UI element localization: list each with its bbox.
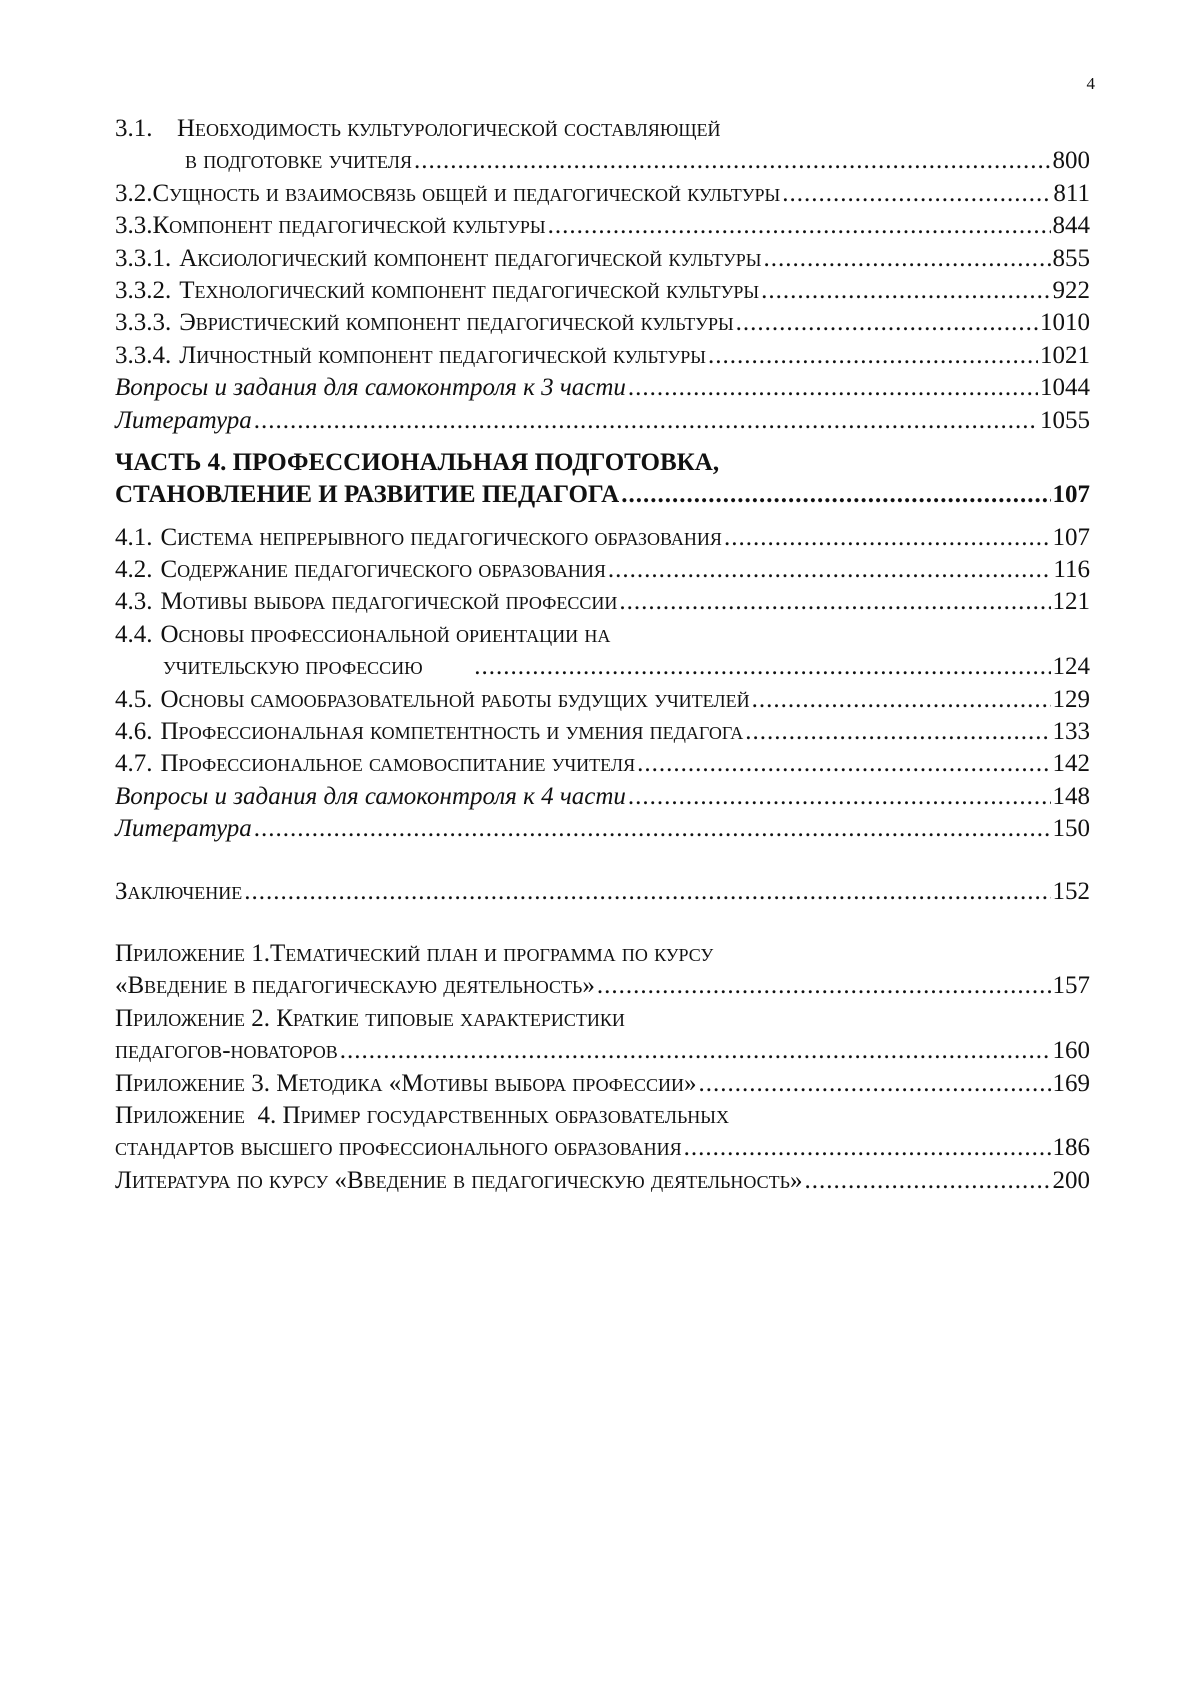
table-of-contents — [115, 113, 1090, 1197]
toc-entry-appendix-4-line1[interactable] — [115, 1100, 1090, 1132]
dot-leader — [745, 716, 1050, 748]
spacer — [115, 512, 1090, 522]
toc-entry-4-4-line1[interactable] — [115, 619, 1090, 651]
toc-entry-title: Мотивы выбора педагогической профессии — [160, 588, 618, 616]
toc-entry-number: 4.2. — [115, 556, 153, 584]
toc-entry-literature-part4[interactable] — [115, 813, 1090, 845]
toc-entry-number: 4.7. — [115, 750, 153, 778]
toc-entry-page: 116 — [1053, 556, 1090, 584]
toc-entry-page: 152 — [1052, 877, 1090, 905]
dot-leader — [414, 145, 1050, 177]
toc-entry-title: Вопросы и задания для самоконтроля к 3 части — [115, 374, 626, 402]
dot-leader — [621, 479, 1050, 511]
toc-entry-4-2[interactable] — [115, 554, 1090, 586]
dot-leader — [637, 748, 1050, 780]
toc-entry-3-3[interactable] — [115, 210, 1090, 242]
toc-entry-title-cont: стандартов высшего профессионального образования — [115, 1134, 682, 1162]
dot-leader — [254, 405, 1038, 437]
toc-entry-title: Основы профессиональной ориентации на — [160, 620, 611, 648]
toc-entry-title: Система непрерывного педагогического образования — [160, 523, 722, 551]
toc-entry-title: Профессиональное самовоспитание учителя — [160, 750, 636, 778]
toc-entry-title: Аксиологический компонент педагогической культуры — [179, 244, 762, 272]
toc-entry-title: Приложение 3. Методика «Мотивы выбора профессии» — [115, 1069, 697, 1097]
dot-leader — [474, 651, 1050, 683]
toc-entry-title: Основы самообразовательной работы будущих учителей — [160, 685, 750, 713]
toc-entry-page: 200 — [1052, 1166, 1090, 1194]
dot-leader — [254, 813, 1051, 845]
toc-entry-title: Сущность и взаимосвязь общей и педагогической культуры — [152, 179, 781, 207]
toc-entry-4-5[interactable] — [115, 684, 1090, 716]
toc-entry-page: 148 — [1052, 782, 1090, 810]
toc-entry-title: Литература — [115, 815, 252, 843]
toc-entry-appendix-1-line1[interactable] — [115, 938, 1090, 970]
toc-entry-number: 3.1. — [115, 115, 153, 142]
toc-entry-title: Литература по курсу «Введение в педагогическую деятельность» — [115, 1166, 803, 1194]
toc-entry-questions-part3[interactable] — [115, 372, 1090, 404]
toc-entry-3-1-line2[interactable] — [115, 145, 1090, 177]
toc-part4-heading-line2[interactable] — [115, 479, 1090, 511]
toc-entry-3-3-4[interactable] — [115, 340, 1090, 372]
toc-entry-number: 3.3.3. — [115, 309, 172, 337]
toc-entry-page: 150 — [1052, 815, 1090, 843]
toc-entry-title: Компонент педагогической культуры — [152, 212, 546, 240]
toc-entry-title: Содержание педагогического образования — [160, 556, 606, 584]
toc-entry-number: 4.4. — [115, 620, 153, 648]
toc-entry-title: Приложение 1.Тематический план и программа по курсу — [115, 939, 714, 967]
toc-entry-number: 4.6. — [115, 718, 153, 746]
dot-leader — [804, 1165, 1050, 1197]
toc-entry-number: 4.5. — [115, 685, 153, 713]
toc-entry-title: Приложение 4. Пример государственных образовательных — [115, 1101, 729, 1129]
toc-entry-page: 1010 — [1040, 309, 1090, 337]
dot-leader — [548, 210, 1051, 242]
toc-entry-4-7[interactable] — [115, 748, 1090, 780]
toc-entry-page: 844 — [1052, 212, 1090, 240]
toc-entry-4-1[interactable] — [115, 522, 1090, 554]
dot-leader — [340, 1035, 1051, 1067]
toc-entry-appendix-3[interactable] — [115, 1068, 1090, 1100]
toc-entry-page: 855 — [1052, 244, 1090, 272]
toc-entry-page: 811 — [1053, 179, 1090, 207]
toc-entry-page: 124 — [1052, 653, 1090, 681]
toc-entry-4-3[interactable] — [115, 586, 1090, 618]
toc-entry-title: Профессиональная компетентность и умения педагога — [160, 718, 744, 746]
toc-entry-3-2[interactable] — [115, 178, 1090, 210]
toc-entry-title: Технологический компонент педагогической культуры — [179, 276, 760, 304]
toc-entry-page: 133 — [1052, 718, 1090, 746]
page-number: 4 — [1086, 74, 1095, 93]
toc-entry-literature-part3[interactable] — [115, 405, 1090, 437]
spacer — [115, 846, 1090, 876]
toc-entry-title: Литература — [115, 406, 252, 434]
dot-leader — [699, 1068, 1051, 1100]
toc-entry-title: Необходимость культурологической составляющей — [177, 115, 721, 142]
toc-entry-title-cont: в подготовке учителя — [185, 147, 413, 175]
toc-entry-page: 142 — [1052, 750, 1090, 778]
toc-entry-3-3-2[interactable] — [115, 275, 1090, 307]
toc-entry-page: 1055 — [1040, 406, 1090, 434]
toc-entry-conclusion[interactable] — [115, 876, 1090, 908]
dot-leader — [761, 275, 1050, 307]
part-heading-cont: СТАНОВЛЕНИЕ И РАЗВИТИЕ ПЕДАГОГА — [115, 481, 620, 509]
dot-leader — [619, 586, 1050, 618]
dot-leader — [736, 307, 1038, 339]
toc-entry-number: 4.1. — [115, 523, 153, 551]
dot-leader — [708, 340, 1038, 372]
toc-entry-appendix-2-line2[interactable] — [115, 1035, 1090, 1067]
toc-entry-page: 186 — [1052, 1134, 1090, 1162]
toc-entry-3-1-line1[interactable] — [115, 113, 1090, 145]
dot-leader — [628, 372, 1038, 404]
toc-entry-title: Приложение 2. Краткие типовые характеристики — [115, 1004, 625, 1032]
dot-leader — [684, 1132, 1051, 1164]
toc-entry-appendix-1-line2[interactable] — [115, 970, 1090, 1002]
part-heading: ЧАСТЬ 4. ПРОФЕССИОНАЛЬНАЯ ПОДГОТОВКА, — [115, 448, 720, 476]
dot-leader — [763, 243, 1050, 275]
toc-entry-number: 3.3. — [115, 212, 153, 240]
toc-entry-page: 800 — [1052, 147, 1090, 175]
toc-entry-3-3-3[interactable] — [115, 307, 1090, 339]
toc-entry-4-4-line2[interactable] — [115, 651, 1090, 683]
dot-leader — [597, 970, 1051, 1002]
toc-entry-3-3-1[interactable] — [115, 243, 1090, 275]
toc-entry-page: 169 — [1052, 1069, 1090, 1097]
spacer — [115, 908, 1090, 938]
toc-entry-appendix-4-line2[interactable] — [115, 1132, 1090, 1164]
toc-entry-appendix-2-line1[interactable] — [115, 1003, 1090, 1035]
toc-entry-page: 1044 — [1040, 374, 1090, 402]
dot-leader — [724, 522, 1051, 554]
toc-entry-page: 160 — [1052, 1037, 1090, 1065]
toc-entry-course-literature[interactable] — [115, 1165, 1090, 1197]
toc-entry-number: 4.3. — [115, 588, 153, 616]
toc-entry-page: 157 — [1052, 972, 1090, 1000]
toc-entry-number: 3.3.4. — [115, 341, 172, 369]
toc-entry-title: Заключение — [115, 877, 243, 905]
dot-leader — [782, 178, 1051, 210]
dot-leader — [752, 684, 1051, 716]
spacer — [115, 437, 1090, 447]
toc-entry-questions-part4[interactable] — [115, 781, 1090, 813]
toc-entry-number: 3.2. — [115, 179, 153, 207]
toc-entry-page: 107 — [1052, 481, 1090, 509]
toc-entry-title: Вопросы и задания для самоконтроля к 4 части — [115, 782, 626, 810]
toc-entry-title-cont: «Введение в педагогическаую деятельность» — [115, 972, 595, 1000]
dot-leader — [244, 876, 1050, 908]
toc-entry-title-cont: педагогов-новаторов — [115, 1037, 338, 1065]
toc-entry-page: 107 — [1052, 523, 1090, 551]
toc-entry-number: 3.3.2. — [115, 276, 172, 304]
toc-entry-title-cont: учительскую профессию — [163, 653, 423, 681]
toc-entry-title: Эвристический компонент педагогической культуры — [179, 309, 734, 337]
toc-entry-page: 121 — [1052, 588, 1090, 616]
toc-part4-heading-line1[interactable] — [115, 447, 1090, 479]
toc-entry-page: 922 — [1052, 276, 1090, 304]
toc-entry-4-6[interactable] — [115, 716, 1090, 748]
toc-entry-title: Личностный компонент педагогической культуры — [179, 341, 707, 369]
toc-entry-page: 1021 — [1040, 341, 1090, 369]
toc-entry-number: 3.3.1. — [115, 244, 172, 272]
dot-leader — [608, 554, 1052, 586]
toc-entry-page: 129 — [1052, 685, 1090, 713]
dot-leader — [628, 781, 1051, 813]
